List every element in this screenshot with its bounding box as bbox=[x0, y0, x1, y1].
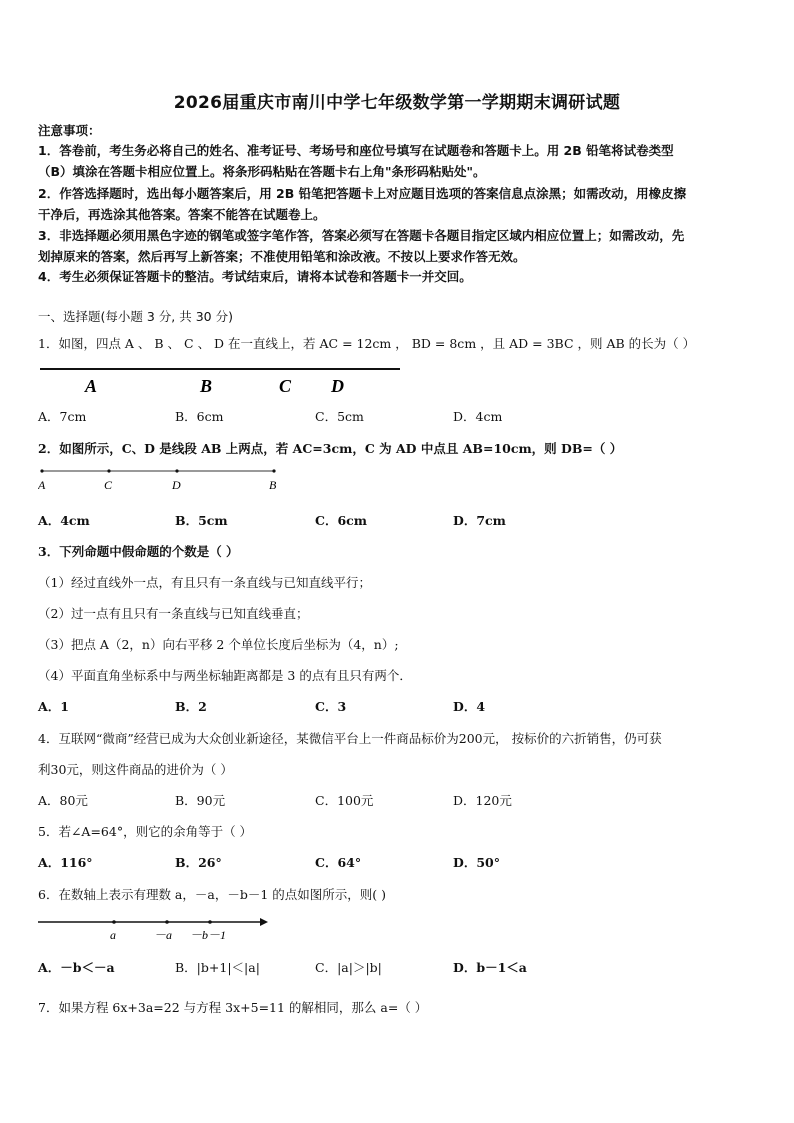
notice-line: 2．作答选择题时，选出每小题答案后，用 2B 铅笔把答题卡上对应题目选项的答案信息点涂黑；如需改动，用橡皮擦 bbox=[38, 186, 687, 201]
q5-option-b: B．26° bbox=[175, 855, 222, 870]
question-3-stem: 3．下列命题中假命题的个数是（ ） bbox=[38, 544, 239, 559]
q1-line-figure bbox=[38, 360, 408, 400]
q6-option-c: C．|a|＞|b| bbox=[315, 960, 382, 975]
q3-option-b: B．2 bbox=[175, 699, 207, 714]
q5-option-c: C．64° bbox=[315, 855, 362, 870]
q3-item: （3）把点 A（2，n）向右平移 2 个单位长度后坐标为（4，n）; bbox=[38, 637, 399, 652]
question-7-stem: 7．如果方程 6x+3a=22 与方程 3x+5=11 的解相同，那么 a=（ ） bbox=[38, 1000, 428, 1015]
q6-point-label: －a bbox=[154, 928, 173, 942]
question-2-stem: 2．如图所示，C、D 是线段 AB 上两点，若 AC=3cm，C 为 AD 中点且 AB=10cm，则 DB=（ ） bbox=[38, 441, 623, 456]
question-4-stem-cont: 利30元，则这件商品的进价为（ ） bbox=[38, 762, 233, 777]
q3-item: （1）经过直线外一点，有且只有一条直线与已知直线平行； bbox=[38, 575, 371, 590]
q2-point-label: C bbox=[104, 478, 113, 492]
q1-option-d: D．4cm bbox=[453, 409, 503, 424]
q6-point-label: a bbox=[110, 928, 116, 942]
q4-option-a: A．80元 bbox=[38, 793, 88, 808]
question-5-stem: 5．若∠A=64°，则它的余角等于（ ） bbox=[38, 824, 253, 839]
q1-point-label: D bbox=[331, 376, 344, 396]
q2-segment-figure bbox=[38, 463, 288, 495]
notice-heading: 注意事项： bbox=[38, 123, 101, 138]
q6-point-label: －b－1 bbox=[190, 928, 227, 942]
notice-line: 划掉原来的答案，然后再写上新答案；不准使用铅笔和涂改液。不按以上要求作答无效。 bbox=[38, 249, 526, 264]
page-title: 2026届重庆市南川中学七年级数学第一学期期末调研试题 bbox=[173, 93, 621, 113]
q5-option-d: D．50° bbox=[453, 855, 500, 870]
q3-option-d: D．4 bbox=[453, 699, 486, 714]
q3-option-a: A．1 bbox=[38, 699, 69, 714]
q3-item: （2）过一点有且只有一条直线与已知直线垂直； bbox=[38, 606, 309, 621]
notice-line: 3．非选择题必须用黑色字迹的钢笔或签字笔作答，答案必须写在答题卡各题目指定区域内相应位置上；如需改动，先 bbox=[38, 228, 685, 243]
notice-line: 1．答卷前，考生务必将自己的姓名、准考证号、考场号和座位号填写在试题卷和答题卡上。用 2B 铅笔将试卷类型 bbox=[38, 143, 674, 158]
question-6-stem: 6．在数轴上表示有理数 a，－a，－b－1 的点如图所示，则( ) bbox=[38, 887, 386, 902]
q5-option-a: A．116° bbox=[38, 855, 93, 870]
q2-option-b: B．5cm bbox=[175, 513, 228, 528]
notice-line: （B）填涂在答题卡相应位置上。将条形码粘贴在答题卡右上角"条形码粘贴处"。 bbox=[38, 164, 486, 179]
q2-point-label: B bbox=[269, 478, 277, 492]
q4-option-d: D．120元 bbox=[453, 793, 512, 808]
q4-option-b: B．90元 bbox=[175, 793, 226, 808]
q1-point-label: A bbox=[85, 376, 98, 396]
q1-option-c: C．5cm bbox=[315, 409, 364, 424]
q1-option-b: B．6cm bbox=[175, 409, 224, 424]
notice-line: 4．考生必须保证答题卡的整洁。考试结束后，请将本试卷和答题卡一并交回。 bbox=[38, 269, 472, 284]
question-4-stem: 4．互联网“微商”经营已成为大众创业新途径，某微信平台上一件商品标价为200元， 按标价的六折销售，仍可获 bbox=[38, 731, 662, 746]
q4-option-c: C．100元 bbox=[315, 793, 374, 808]
q2-point-label: D bbox=[172, 478, 181, 492]
q6-option-b: B．|b+1|＜|a| bbox=[175, 960, 260, 975]
q2-option-d: D．7cm bbox=[453, 513, 506, 528]
q3-option-c: C．3 bbox=[315, 699, 347, 714]
q6-number-line bbox=[36, 910, 276, 944]
q2-option-c: C．6cm bbox=[315, 513, 367, 528]
question-1-stem: 1．如图，四点 A 、 B 、 C 、 D 在一直线上，若 AC = 12cm ， BD = 8cm ，且 AD = 3BC ，则 AB 的长为（ ） bbox=[38, 336, 696, 351]
section-heading: 一、选择题(每小题 3 分, 共 30 分) bbox=[38, 309, 233, 324]
q6-option-a: A．－b＜－a bbox=[38, 960, 115, 975]
q2-option-a: A．4cm bbox=[38, 513, 90, 528]
q6-option-d: D．b－1＜a bbox=[453, 960, 527, 975]
q2-point-label: A bbox=[38, 478, 46, 492]
q3-item: （4）平面直角坐标系中与两坐标轴距离都是 3 的点有且只有两个． bbox=[38, 668, 412, 683]
q1-option-a: A．7cm bbox=[38, 409, 87, 424]
q1-point-label: C bbox=[279, 376, 292, 396]
q1-point-label: B bbox=[200, 376, 213, 396]
notice-line: 干净后，再选涂其他答案。答案不能答在试题卷上。 bbox=[38, 207, 326, 222]
